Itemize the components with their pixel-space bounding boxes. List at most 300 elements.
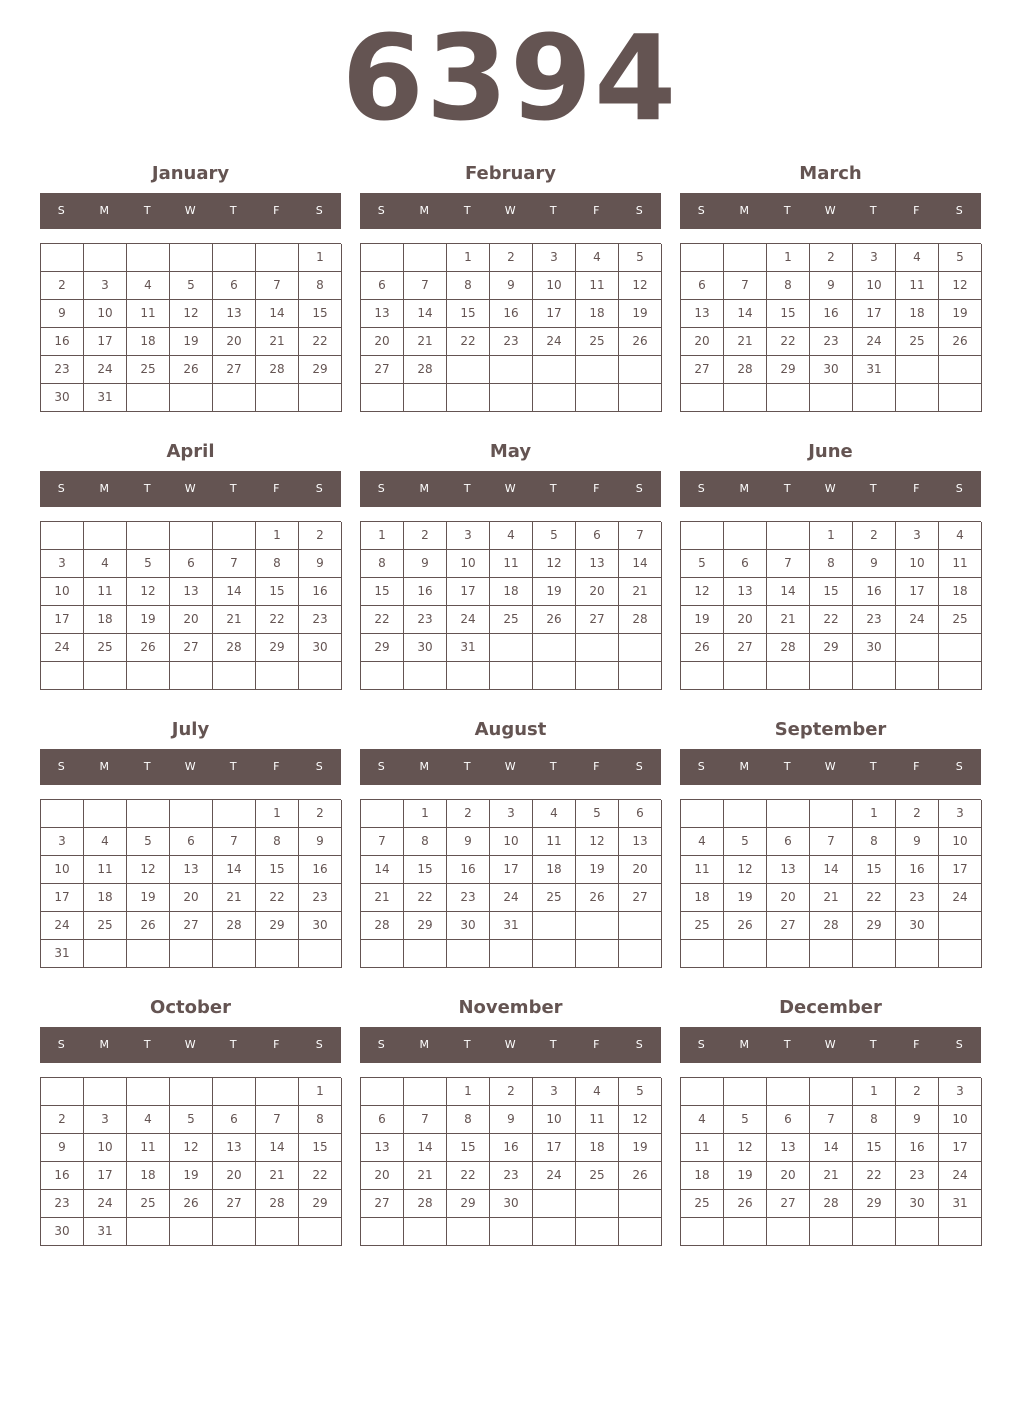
day-cell: 11 <box>84 856 127 884</box>
weekday-label: F <box>593 760 600 773</box>
day-cell: 6 <box>170 828 213 856</box>
day-cell: 13 <box>767 1134 810 1162</box>
day-cell: 15 <box>810 578 853 606</box>
day-cell: 31 <box>41 940 84 968</box>
day-cell: 2 <box>853 522 896 550</box>
day-cell <box>533 1190 576 1218</box>
day-cell: 12 <box>619 272 662 300</box>
day-cell: 25 <box>490 606 533 634</box>
day-cell: 7 <box>810 1106 853 1134</box>
day-cell <box>533 634 576 662</box>
day-cell <box>724 940 767 968</box>
day-cell: 11 <box>576 1106 619 1134</box>
day-cell: 2 <box>404 522 447 550</box>
day-cell <box>361 800 404 828</box>
day-cell: 23 <box>896 884 939 912</box>
day-cell: 10 <box>84 1134 127 1162</box>
day-cell <box>127 522 170 550</box>
day-cell: 14 <box>619 550 662 578</box>
day-cell <box>404 940 447 968</box>
day-cell: 9 <box>299 828 342 856</box>
day-cell: 11 <box>681 856 724 884</box>
weekday-label: S <box>57 1038 66 1051</box>
weekday-label: T <box>229 204 238 217</box>
day-cell: 3 <box>533 244 576 272</box>
day-cell: 29 <box>810 634 853 662</box>
day-cell <box>896 940 939 968</box>
day-cell: 1 <box>447 1078 490 1106</box>
day-cell: 24 <box>84 356 127 384</box>
day-cell: 29 <box>361 634 404 662</box>
day-cell <box>447 1218 490 1246</box>
day-cell <box>724 384 767 412</box>
day-cell: 9 <box>810 272 853 300</box>
day-cell <box>41 522 84 550</box>
day-cell: 3 <box>490 800 533 828</box>
weekday-label: T <box>549 1038 558 1051</box>
day-cell: 22 <box>299 1162 342 1190</box>
day-cell: 28 <box>256 356 299 384</box>
day-cell: 18 <box>84 884 127 912</box>
day-cell: 5 <box>533 522 576 550</box>
day-cell: 28 <box>810 1190 853 1218</box>
day-cell <box>404 1218 447 1246</box>
day-cell: 21 <box>361 884 404 912</box>
month-name: July <box>171 719 210 740</box>
day-grid <box>40 1077 341 1246</box>
day-cell: 7 <box>256 1106 299 1134</box>
day-cell <box>447 940 490 968</box>
day-cell: 23 <box>41 1190 84 1218</box>
day-cell: 4 <box>84 828 127 856</box>
day-cell <box>213 522 256 550</box>
day-cell: 12 <box>724 856 767 884</box>
day-cell: 28 <box>256 1190 299 1218</box>
day-cell <box>576 940 619 968</box>
day-grid <box>360 1077 661 1246</box>
day-cell: 6 <box>576 522 619 550</box>
day-cell: 7 <box>361 828 404 856</box>
day-cell: 1 <box>256 800 299 828</box>
day-cell: 10 <box>490 828 533 856</box>
day-cell: 3 <box>939 1078 982 1106</box>
day-cell: 16 <box>404 578 447 606</box>
day-cell: 14 <box>404 300 447 328</box>
day-cell: 17 <box>896 578 939 606</box>
day-cell: 23 <box>490 1162 533 1190</box>
day-cell: 10 <box>896 550 939 578</box>
weekday-label: F <box>273 482 280 495</box>
day-cell: 12 <box>533 550 576 578</box>
weekday-label: S <box>635 204 644 217</box>
day-cell: 26 <box>724 1190 767 1218</box>
weekday-label: T <box>143 482 152 495</box>
day-cell <box>170 800 213 828</box>
day-cell <box>41 800 84 828</box>
day-cell <box>361 1218 404 1246</box>
weekday-label: M <box>419 204 430 217</box>
day-cell: 26 <box>170 1190 213 1218</box>
day-cell: 3 <box>896 522 939 550</box>
day-cell: 10 <box>533 1106 576 1134</box>
day-cell: 10 <box>939 828 982 856</box>
day-cell: 29 <box>256 912 299 940</box>
day-cell: 17 <box>447 578 490 606</box>
day-cell: 6 <box>767 1106 810 1134</box>
weekday-header <box>680 193 981 229</box>
day-cell <box>896 384 939 412</box>
day-cell: 29 <box>299 1190 342 1218</box>
weekday-label: T <box>869 760 878 773</box>
day-cell: 31 <box>490 912 533 940</box>
day-cell <box>361 940 404 968</box>
weekday-label: S <box>955 760 964 773</box>
day-cell: 13 <box>361 300 404 328</box>
day-cell: 30 <box>447 912 490 940</box>
day-cell <box>84 940 127 968</box>
day-grid <box>40 799 341 968</box>
day-cell <box>84 522 127 550</box>
weekday-label: F <box>593 1038 600 1051</box>
day-grid <box>360 521 661 690</box>
day-cell: 1 <box>853 1078 896 1106</box>
month-name: January <box>151 163 230 184</box>
day-cell: 26 <box>170 356 213 384</box>
day-cell: 23 <box>299 606 342 634</box>
day-cell: 19 <box>533 578 576 606</box>
day-cell: 8 <box>853 1106 896 1134</box>
day-grid <box>40 243 341 412</box>
day-cell: 11 <box>681 1134 724 1162</box>
day-cell: 26 <box>127 634 170 662</box>
day-cell <box>213 662 256 690</box>
weekday-label: F <box>273 1038 280 1051</box>
day-cell: 27 <box>213 356 256 384</box>
day-cell: 20 <box>213 1162 256 1190</box>
month-name: April <box>166 441 215 462</box>
day-cell <box>939 634 982 662</box>
day-cell: 18 <box>896 300 939 328</box>
day-cell: 29 <box>404 912 447 940</box>
weekday-label: M <box>99 482 110 495</box>
day-grid <box>360 243 661 412</box>
day-cell: 26 <box>724 912 767 940</box>
day-cell <box>127 662 170 690</box>
day-cell: 11 <box>127 300 170 328</box>
day-cell: 4 <box>127 272 170 300</box>
day-cell <box>256 662 299 690</box>
day-cell: 8 <box>447 272 490 300</box>
day-cell <box>767 522 810 550</box>
day-cell: 8 <box>810 550 853 578</box>
day-cell: 22 <box>767 328 810 356</box>
day-cell <box>170 244 213 272</box>
day-cell: 26 <box>533 606 576 634</box>
day-cell <box>810 1218 853 1246</box>
day-cell: 20 <box>576 578 619 606</box>
day-cell: 27 <box>724 634 767 662</box>
weekday-label: T <box>463 760 472 773</box>
day-cell <box>767 1218 810 1246</box>
day-cell: 29 <box>447 1190 490 1218</box>
weekday-label: S <box>377 1038 386 1051</box>
day-cell: 25 <box>681 912 724 940</box>
day-cell: 1 <box>853 800 896 828</box>
weekday-label: S <box>315 1038 324 1051</box>
day-cell <box>84 244 127 272</box>
day-cell: 11 <box>896 272 939 300</box>
day-cell: 17 <box>533 1134 576 1162</box>
day-cell: 26 <box>619 1162 662 1190</box>
day-cell: 3 <box>84 272 127 300</box>
day-cell <box>490 356 533 384</box>
weekday-header <box>680 749 981 785</box>
day-cell: 24 <box>447 606 490 634</box>
day-cell: 23 <box>299 884 342 912</box>
weekday-label: W <box>184 1038 197 1051</box>
day-cell <box>896 662 939 690</box>
weekday-label: T <box>783 482 792 495</box>
day-cell: 8 <box>853 828 896 856</box>
day-cell <box>447 384 490 412</box>
day-cell: 8 <box>404 828 447 856</box>
month-name: June <box>808 441 853 462</box>
weekday-label: F <box>273 760 280 773</box>
day-cell: 18 <box>127 1162 170 1190</box>
day-cell <box>767 800 810 828</box>
day-cell <box>896 1218 939 1246</box>
weekday-label: F <box>913 1038 920 1051</box>
day-cell <box>404 1078 447 1106</box>
day-cell: 7 <box>404 272 447 300</box>
day-cell: 8 <box>767 272 810 300</box>
day-cell: 17 <box>41 606 84 634</box>
weekday-label: M <box>739 482 750 495</box>
weekday-header <box>40 193 341 229</box>
month-name: September <box>774 719 887 740</box>
day-cell: 23 <box>404 606 447 634</box>
day-cell: 25 <box>127 1190 170 1218</box>
weekday-label: S <box>635 482 644 495</box>
day-cell: 7 <box>213 550 256 578</box>
day-cell <box>619 1190 662 1218</box>
day-cell <box>810 662 853 690</box>
weekday-label: S <box>377 482 386 495</box>
weekday-label: F <box>913 204 920 217</box>
day-cell <box>681 800 724 828</box>
day-cell: 9 <box>490 272 533 300</box>
day-cell: 7 <box>810 828 853 856</box>
weekday-label: M <box>419 482 430 495</box>
day-cell <box>619 662 662 690</box>
day-cell <box>299 1218 342 1246</box>
weekday-label: W <box>824 1038 837 1051</box>
day-cell: 3 <box>447 522 490 550</box>
day-cell: 15 <box>447 1134 490 1162</box>
weekday-label: F <box>273 204 280 217</box>
day-cell: 14 <box>256 300 299 328</box>
day-cell: 10 <box>853 272 896 300</box>
day-cell: 6 <box>170 550 213 578</box>
day-cell: 28 <box>767 634 810 662</box>
day-cell: 7 <box>213 828 256 856</box>
day-cell: 10 <box>41 578 84 606</box>
day-cell <box>724 662 767 690</box>
day-cell: 20 <box>619 856 662 884</box>
weekday-label: W <box>504 760 517 773</box>
day-cell: 29 <box>299 356 342 384</box>
day-cell: 11 <box>576 272 619 300</box>
day-cell <box>256 384 299 412</box>
day-cell <box>939 384 982 412</box>
weekday-label: T <box>549 204 558 217</box>
weekday-label: T <box>143 204 152 217</box>
day-cell: 3 <box>939 800 982 828</box>
weekday-label: T <box>229 1038 238 1051</box>
day-cell: 4 <box>896 244 939 272</box>
day-cell: 25 <box>576 328 619 356</box>
day-cell: 11 <box>939 550 982 578</box>
weekday-label: S <box>57 482 66 495</box>
day-cell: 15 <box>404 856 447 884</box>
day-cell: 14 <box>724 300 767 328</box>
weekday-header <box>360 749 661 785</box>
day-cell: 21 <box>256 1162 299 1190</box>
day-cell <box>767 662 810 690</box>
day-cell: 15 <box>447 300 490 328</box>
day-cell <box>490 1218 533 1246</box>
day-cell: 1 <box>447 244 490 272</box>
day-cell: 13 <box>681 300 724 328</box>
weekday-label: T <box>783 204 792 217</box>
day-cell <box>213 800 256 828</box>
day-cell: 15 <box>853 856 896 884</box>
weekday-label: T <box>869 1038 878 1051</box>
weekday-label: T <box>783 760 792 773</box>
day-cell: 8 <box>361 550 404 578</box>
day-cell <box>127 384 170 412</box>
day-cell: 16 <box>299 578 342 606</box>
day-cell: 11 <box>127 1134 170 1162</box>
day-cell: 12 <box>127 856 170 884</box>
day-cell <box>213 1078 256 1106</box>
day-cell: 29 <box>767 356 810 384</box>
day-cell: 5 <box>576 800 619 828</box>
day-cell: 22 <box>404 884 447 912</box>
day-cell: 2 <box>41 1106 84 1134</box>
day-cell: 7 <box>619 522 662 550</box>
day-cell: 17 <box>533 300 576 328</box>
day-cell: 22 <box>853 1162 896 1190</box>
day-cell: 4 <box>576 1078 619 1106</box>
day-cell: 14 <box>256 1134 299 1162</box>
day-cell: 7 <box>767 550 810 578</box>
day-cell <box>853 384 896 412</box>
day-cell <box>576 356 619 384</box>
day-cell: 30 <box>41 384 84 412</box>
day-grid <box>360 799 661 968</box>
day-cell: 28 <box>361 912 404 940</box>
day-cell: 5 <box>724 828 767 856</box>
day-cell <box>170 1078 213 1106</box>
weekday-label: M <box>739 1038 750 1051</box>
day-cell: 26 <box>127 912 170 940</box>
day-cell: 30 <box>490 1190 533 1218</box>
day-cell: 24 <box>939 1162 982 1190</box>
day-cell <box>810 800 853 828</box>
day-cell: 22 <box>299 328 342 356</box>
day-cell: 18 <box>576 300 619 328</box>
day-cell <box>576 384 619 412</box>
weekday-label: M <box>419 1038 430 1051</box>
weekday-header <box>360 193 661 229</box>
day-cell: 18 <box>681 884 724 912</box>
day-cell <box>256 244 299 272</box>
day-cell: 23 <box>447 884 490 912</box>
day-cell: 24 <box>41 634 84 662</box>
weekday-label: F <box>593 482 600 495</box>
day-cell: 12 <box>939 272 982 300</box>
day-cell: 10 <box>41 856 84 884</box>
day-cell <box>810 384 853 412</box>
day-cell <box>361 1078 404 1106</box>
weekday-label: T <box>143 1038 152 1051</box>
day-cell <box>939 1218 982 1246</box>
day-cell <box>533 940 576 968</box>
weekday-header <box>360 1027 661 1063</box>
day-cell: 24 <box>939 884 982 912</box>
month-name: August <box>474 719 547 740</box>
day-cell <box>404 384 447 412</box>
day-cell: 6 <box>213 272 256 300</box>
weekday-label: S <box>377 760 386 773</box>
day-cell <box>41 1078 84 1106</box>
day-cell: 27 <box>170 912 213 940</box>
day-cell <box>170 384 213 412</box>
day-cell: 9 <box>299 550 342 578</box>
day-cell <box>619 1218 662 1246</box>
day-cell: 1 <box>361 522 404 550</box>
day-cell: 28 <box>404 1190 447 1218</box>
weekday-header <box>360 471 661 507</box>
day-cell: 20 <box>767 1162 810 1190</box>
day-cell: 28 <box>810 912 853 940</box>
day-cell <box>810 1078 853 1106</box>
day-cell: 5 <box>127 550 170 578</box>
weekday-header <box>40 1027 341 1063</box>
day-cell: 2 <box>896 800 939 828</box>
day-cell: 20 <box>361 328 404 356</box>
day-cell <box>576 1218 619 1246</box>
day-cell: 16 <box>490 1134 533 1162</box>
weekday-label: W <box>504 482 517 495</box>
weekday-label: S <box>697 482 706 495</box>
day-cell: 19 <box>939 300 982 328</box>
day-cell: 27 <box>576 606 619 634</box>
day-grid <box>40 521 341 690</box>
day-cell <box>84 800 127 828</box>
day-cell: 13 <box>619 828 662 856</box>
day-cell: 1 <box>404 800 447 828</box>
day-cell: 7 <box>256 272 299 300</box>
day-cell: 22 <box>853 884 896 912</box>
day-cell <box>681 244 724 272</box>
day-cell: 5 <box>619 244 662 272</box>
day-cell <box>767 940 810 968</box>
day-cell: 8 <box>256 550 299 578</box>
day-cell: 18 <box>681 1162 724 1190</box>
day-cell: 17 <box>853 300 896 328</box>
